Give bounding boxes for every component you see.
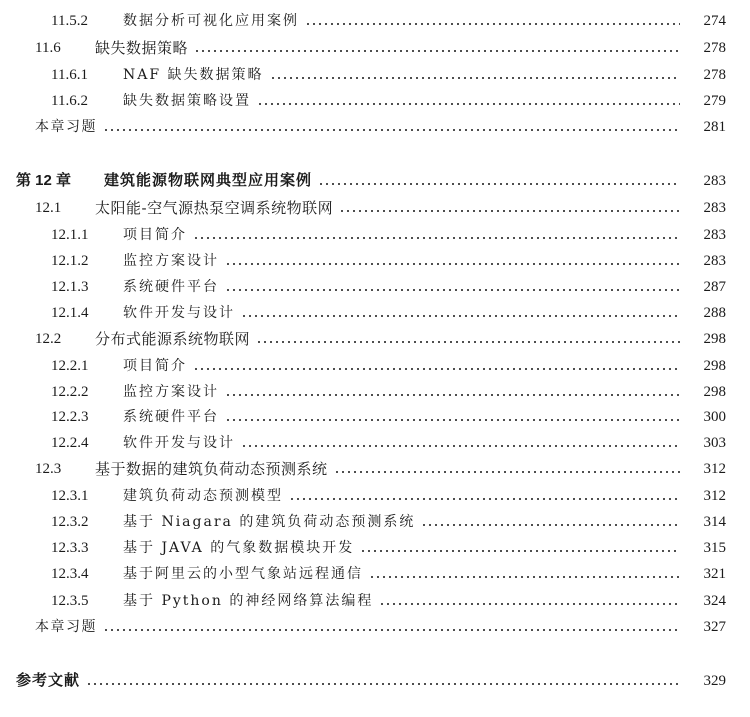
entry-page: 278: [703, 40, 726, 56]
dot-leader: [339, 196, 680, 220]
entry-page: 283: [703, 227, 726, 243]
toc-entry: [0, 589, 750, 613]
dot-leader: [379, 589, 680, 613]
dot-leader: [270, 63, 680, 87]
entry-page: 329: [703, 673, 726, 689]
dot-leader: [334, 457, 680, 481]
entry-number: 12.2: [35, 331, 62, 347]
dot-leader: [86, 669, 680, 693]
entry-number: 11.6: [35, 40, 61, 56]
entry-number: 12.3.4: [51, 566, 89, 582]
entry-page: 274: [703, 13, 726, 29]
dot-leader: [225, 405, 680, 429]
entry-number: 12.3.1: [51, 488, 89, 504]
dot-leader: [369, 562, 680, 586]
references-title: 参考文献: [16, 672, 81, 689]
entry-title: 项目简介: [123, 227, 187, 243]
entry-page: 283: [703, 173, 726, 189]
entry-page: 298: [703, 331, 726, 347]
dot-leader: [241, 431, 680, 455]
dot-leader: [193, 223, 680, 247]
entry-page: 300: [703, 409, 726, 425]
toc-entry: [0, 115, 750, 139]
entry-page: 303: [703, 435, 726, 451]
entry-title: 软件开发与设计: [123, 435, 235, 451]
toc-entry: [0, 431, 750, 455]
entry-page: 314: [703, 514, 726, 530]
dot-leader: [103, 615, 680, 639]
dot-leader: [225, 275, 680, 299]
toc-entry: [0, 484, 750, 508]
chapter-title: 建筑能源物联网典型应用案例: [104, 172, 313, 189]
entry-page: 283: [703, 253, 726, 269]
entry-number: 12.1: [35, 200, 62, 216]
toc-entry: [0, 510, 750, 534]
entry-title: 基于 Python 的神经网络算法编程: [123, 593, 374, 609]
toc-entry: [0, 89, 750, 113]
entry-page: 279: [703, 93, 726, 109]
entry-number: 11.6.1: [51, 67, 88, 83]
entry-title: 监控方案设计: [123, 253, 219, 269]
toc-entry: [0, 354, 750, 378]
entry-number: 12.2.3: [51, 409, 89, 425]
toc-entry: [0, 249, 750, 273]
entry-page: 278: [703, 67, 726, 83]
entry-title: 系统硬件平台: [123, 409, 219, 425]
entry-number: 11.6.2: [51, 93, 88, 109]
entry-title: NAF 缺失数据策略: [123, 67, 264, 83]
entry-page: 315: [703, 540, 726, 556]
entry-page: 312: [703, 488, 726, 504]
entry-page: 287: [703, 279, 726, 295]
entry-number: 12.3.3: [51, 540, 89, 556]
dot-leader: [289, 484, 680, 508]
entry-number: 11.5.2: [51, 13, 88, 29]
toc-entry: [0, 536, 750, 560]
dot-leader: [241, 301, 680, 325]
entry-number: 12.1.4: [51, 305, 89, 321]
entry-number: 12.2.2: [51, 384, 89, 400]
entry-number: 12.2.1: [51, 358, 89, 374]
entry-title: 基于数据的建筑负荷动态预测系统: [95, 460, 328, 478]
dot-leader: [318, 169, 680, 193]
dot-leader: [256, 327, 680, 351]
dot-leader: [225, 249, 680, 273]
entry-title: 监控方案设计: [123, 384, 219, 400]
entry-number: 12.2.4: [51, 435, 89, 451]
entry-page: 327: [703, 619, 726, 635]
entry-title: 分布式能源系统物联网: [95, 330, 251, 348]
toc-entry: [0, 380, 750, 404]
toc-entry: [0, 615, 750, 639]
entry-title: 软件开发与设计: [123, 305, 235, 321]
entry-number: 12.1.2: [51, 253, 89, 269]
entry-page: 324: [703, 593, 726, 609]
entry-number: 12.3.5: [51, 593, 89, 609]
dot-leader: [193, 354, 680, 378]
dot-leader: [194, 36, 680, 60]
entry-title: 缺失数据策略: [95, 39, 189, 57]
entry-page: 312: [703, 461, 726, 477]
chapter-number: 第 12 章: [16, 172, 72, 189]
entry-page: 281: [703, 119, 726, 135]
toc-entry: [0, 223, 750, 247]
entry-page: 283: [703, 200, 726, 216]
toc-entry: [0, 36, 750, 60]
dot-leader: [421, 510, 680, 534]
entry-title: 太阳能-空气源热泵空调系统物联网: [95, 199, 334, 217]
dot-leader: [103, 115, 680, 139]
entry-number: 12.1.3: [51, 279, 89, 295]
entry-title: 本章习题: [35, 119, 97, 135]
dot-leader: [360, 536, 680, 560]
toc-references-entry: [0, 669, 750, 693]
entry-title: 缺失数据策略设置: [123, 93, 251, 109]
toc-entry: [0, 275, 750, 299]
entry-page: 288: [703, 305, 726, 321]
entry-title: 项目简介: [123, 358, 187, 374]
entry-title: 本章习题: [35, 619, 97, 635]
dot-leader: [305, 9, 680, 33]
entry-title: 系统硬件平台: [123, 279, 219, 295]
dot-leader: [257, 89, 680, 113]
entry-page: 321: [703, 566, 726, 582]
dot-leader: [225, 380, 680, 404]
toc-entry: [0, 562, 750, 586]
entry-page: 298: [703, 384, 726, 400]
toc-entry: [0, 9, 750, 33]
toc-entry: [0, 301, 750, 325]
toc-entry: [0, 63, 750, 87]
toc-entry: [0, 196, 750, 220]
entry-page: 298: [703, 358, 726, 374]
entry-title: 建筑负荷动态预测模型: [123, 488, 283, 504]
entry-title: 基于 Niagara 的建筑负荷动态预测系统: [123, 514, 416, 530]
entry-number: 12.1.1: [51, 227, 89, 243]
entry-title: 数据分析可视化应用案例: [123, 13, 299, 29]
entry-title: 基于阿里云的小型气象站远程通信: [123, 566, 363, 582]
toc-entry: [0, 405, 750, 429]
toc-chapter-entry: [0, 169, 750, 193]
entry-number: 12.3.2: [51, 514, 89, 530]
entry-number: 12.3: [35, 461, 62, 477]
toc-entry: [0, 457, 750, 481]
entry-title: 基于 JAVA 的气象数据模块开发: [123, 540, 355, 556]
toc-entry: [0, 327, 750, 351]
